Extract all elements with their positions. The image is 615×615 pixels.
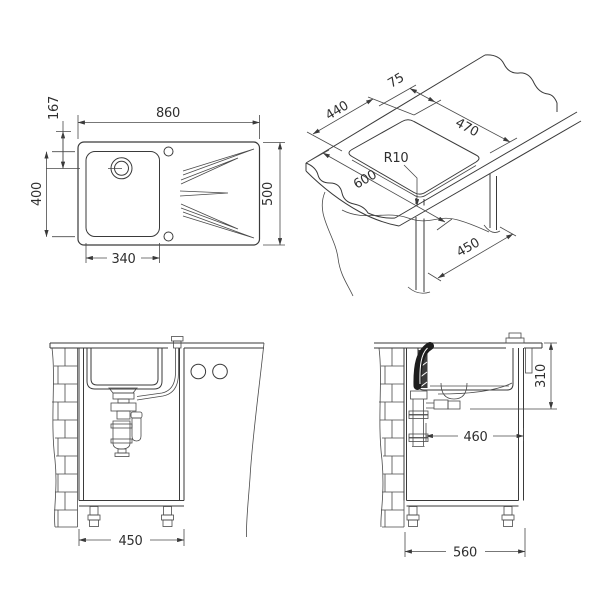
dim-440: 440: [323, 98, 352, 124]
dim-470: 470: [452, 115, 481, 141]
dim-500: 500: [261, 182, 276, 206]
dim-75: 75: [385, 70, 407, 92]
dim-310: 310: [534, 364, 549, 388]
dim-860: 860: [156, 106, 180, 121]
dim-r10-label: R10: [383, 151, 409, 166]
dim-450-iso: 450: [454, 235, 483, 261]
dim-450-front: 450: [118, 534, 143, 549]
dim-167: 167: [47, 96, 62, 120]
dim-460: 460: [463, 430, 488, 445]
dim-600: 600: [351, 167, 380, 193]
dim-400: 400: [30, 182, 45, 206]
dim-340: 340: [111, 252, 136, 267]
dim-560: 560: [453, 545, 477, 561]
